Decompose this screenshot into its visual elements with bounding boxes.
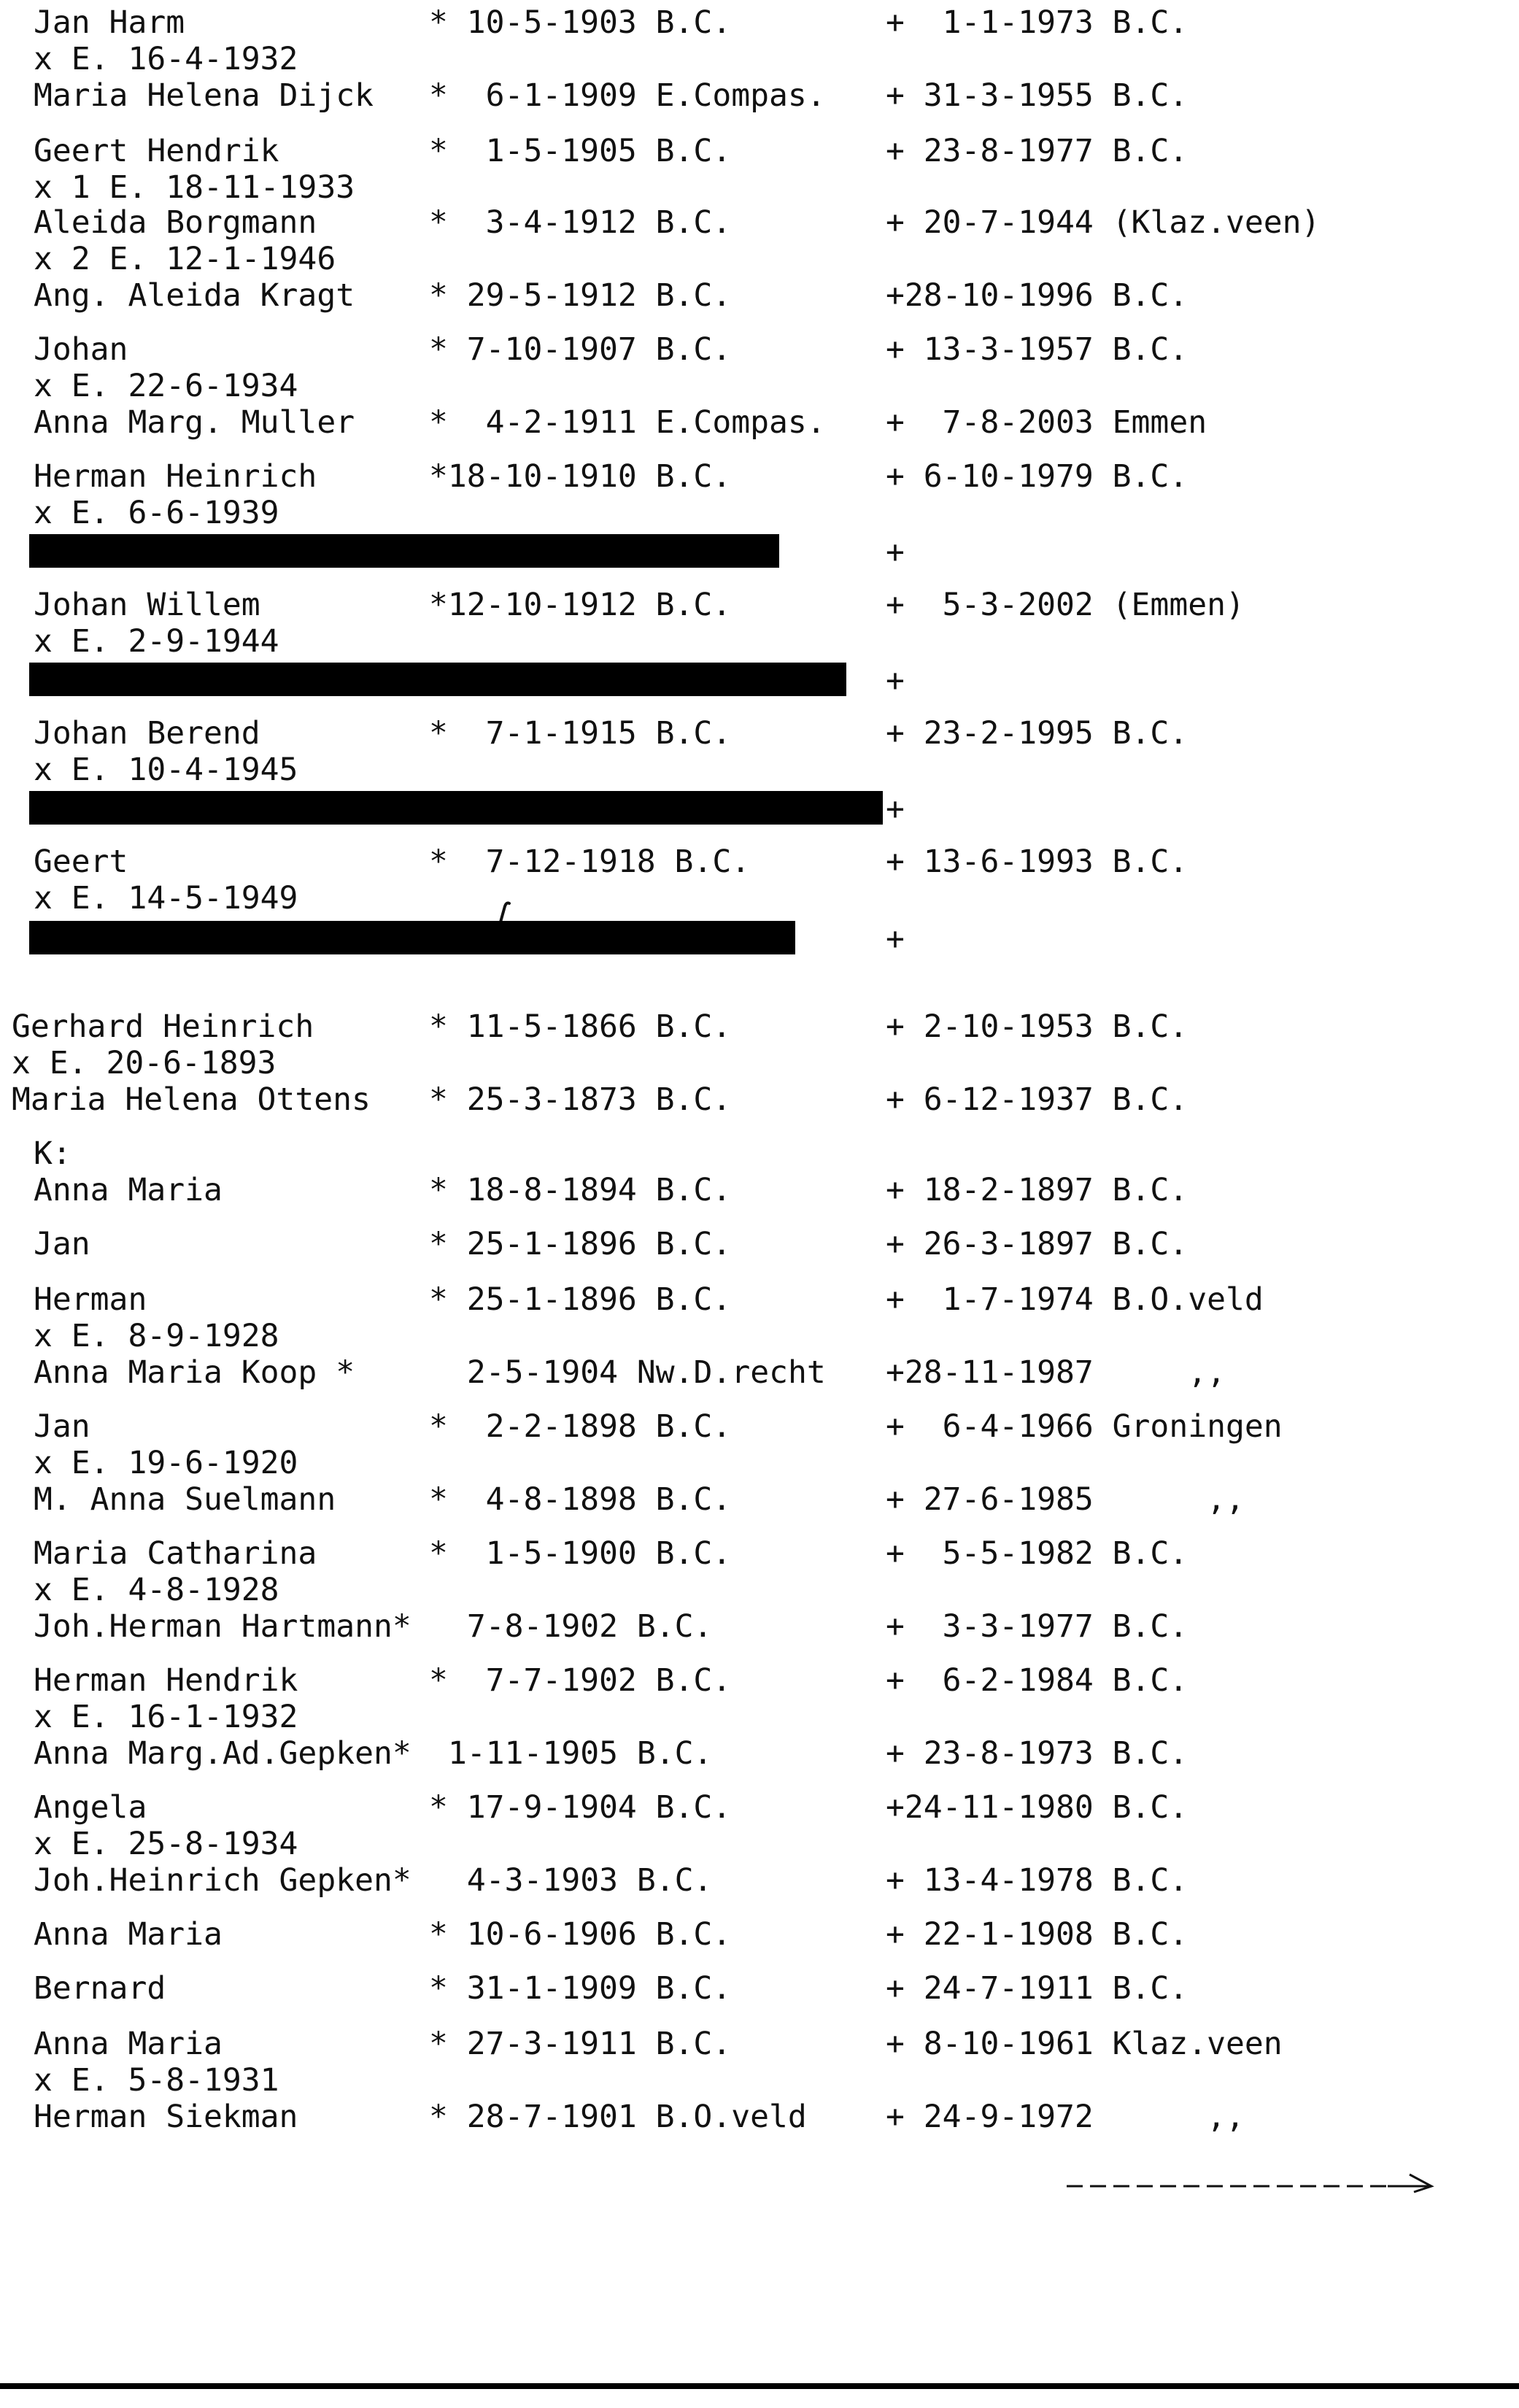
entry-birth-jan-1896: * 25-1-1896 B.C. [429,1226,732,1262]
marriage-line: x E. 10-4-1945 [34,752,298,788]
marriage-line: x E. 5-8-1931 [34,2062,279,2099]
marriage-line: x E. 2-9-1944 [34,623,279,660]
marriage-line: x E. 19-6-1920 [34,1445,298,1481]
entry-birth-jan-harm: * 10-5-1903 B.C. [429,4,732,41]
marriage-line: x E. 16-4-1932 [34,41,298,77]
entry-death-angela: +24-11-1980 B.C. [886,1789,1188,1826]
entry-birth-m-anna-suelmann: * 4-8-1898 B.C. [429,1481,732,1518]
entry-name-herman-1896: Herman [34,1281,147,1318]
entry-name-anna-marg-ad-gepken: Anna Marg.Ad.Gepken* [34,1735,411,1772]
entry-name-bernard: Bernard [34,1970,166,2007]
continuation-arrow-icon [1067,2160,1446,2204]
entry-name-anna-maria-1906: Anna Maria [34,1916,223,1953]
entry-name-jan-1896: Jan [34,1226,90,1262]
entry-name-joh-heinrich-gepken: Joh.Heinrich Gepken* [34,1862,411,1899]
entry-death-anna-maria-koop: +28-11-1987 ,, [886,1354,1226,1391]
entry-birth-gerhard-heinrich: * 11-5-1866 B.C. [429,1008,732,1045]
entry-death-geert-hendrik: + 23-8-1977 B.C. [886,133,1188,169]
entry-death-herman-siekman: + 24-9-1972 ,, [886,2099,1245,2135]
entry-name-geert-hendrik: Geert Hendrik [34,133,279,169]
entry-birth-anna-maria-koop: 2-5-1904 Nw.D.recht [448,1354,826,1391]
entry-name-gerhard-heinrich: Gerhard Heinrich [12,1008,314,1045]
entry-death-maria-helena-ottens: + 6-12-1937 B.C. [886,1081,1188,1118]
marriage-line: x E. 6-6-1939 [34,495,279,531]
bottom-rule [0,2383,1519,2389]
entry-name-herman-hendrik: Herman Hendrik [34,1662,298,1699]
entry-birth-johan-berend: * 7-1-1915 B.C. [429,715,732,752]
entry-birth-joh-heinrich-gepken: 4-3-1903 B.C. [448,1862,713,1899]
children-label: K: [34,1135,71,1172]
redaction-bar [29,921,795,954]
entry-name-jan-1898: Jan [34,1408,90,1445]
redaction-bar [29,791,883,825]
entry-birth-maria-catharina: * 1-5-1900 B.C. [429,1535,732,1572]
entry-death-anna-marg-muller: + 7-8-2003 Emmen [886,404,1207,441]
marriage-line: x E. 16-1-1932 [34,1699,298,1735]
marriage-line: x 2 E. 12-1-1946 [34,241,336,277]
entry-death-redacted: + [886,663,905,699]
entry-name-herman-heinrich: Herman Heinrich [34,458,317,495]
entry-name-m-anna-suelmann: M. Anna Suelmann [34,1481,336,1518]
entry-death-jan-1896: + 26-3-1897 B.C. [886,1226,1188,1262]
entry-birth-anna-marg-ad-gepken: 1-11-1905 B.C. [448,1735,713,1772]
marriage-line: x E. 25-8-1934 [34,1826,298,1862]
entry-death-redacted: + [886,791,905,827]
entry-name-anna-maria-koop: Anna Maria Koop * [34,1354,355,1391]
entry-birth-aleida-borgmann: * 3-4-1912 B.C. [429,204,732,241]
redaction-bar [29,663,846,696]
entry-birth-jan-1898: * 2-2-1898 B.C. [429,1408,732,1445]
entry-birth-geert: * 7-12-1918 B.C. [429,844,751,880]
entry-death-johan-berend: + 23-2-1995 B.C. [886,715,1188,752]
entry-death-aleida-borgmann: + 20-7-1944 (Klaz.veen) [886,204,1321,241]
marriage-line: x E. 20-6-1893 [12,1045,277,1081]
entry-death-herman-hendrik: + 6-2-1984 B.C. [886,1662,1188,1699]
entry-death-johan-willem: + 5-3-2002 (Emmen) [886,587,1245,623]
entry-death-maria-helena-dijck: + 31-3-1955 B.C. [886,77,1188,114]
marriage-line: x E. 14-5-1949 [34,880,298,916]
entry-birth-ang-aleida-kragt: * 29-5-1912 B.C. [429,277,732,314]
entry-birth-johan: * 7-10-1907 B.C. [429,331,732,368]
entry-birth-joh-herman-hartmann: 7-8-1902 B.C. [448,1608,713,1645]
entry-death-joh-heinrich-gepken: + 13-4-1978 B.C. [886,1862,1188,1899]
entry-name-maria-helena-ottens: Maria Helena Ottens [12,1081,371,1118]
entry-birth-geert-hendrik: * 1-5-1905 B.C. [429,133,732,169]
entry-death-anna-maria-1911: + 8-10-1961 Klaz.veen [886,2026,1283,2062]
entry-death-redacted: + [886,534,905,571]
entry-death-joh-herman-hartmann: + 3-3-1977 B.C. [886,1608,1188,1645]
entry-birth-maria-helena-dijck: * 6-1-1909 E.Compas. [429,77,826,114]
marriage-line: x 1 E. 18-11-1933 [34,169,355,206]
entry-birth-herman-1896: * 25-1-1896 B.C. [429,1281,732,1318]
entry-birth-maria-helena-ottens: * 25-3-1873 B.C. [429,1081,732,1118]
entry-birth-herman-siekman: * 28-7-1901 B.O.veld [429,2099,807,2135]
entry-name-anna-maria-1911: Anna Maria [34,2026,223,2062]
entry-birth-bernard: * 31-1-1909 B.C. [429,1970,732,2007]
entry-death-anna-marg-ad-gepken: + 23-8-1973 B.C. [886,1735,1188,1772]
entry-name-johan-berend: Johan Berend [34,715,260,752]
entry-name-joh-herman-hartmann: Joh.Herman Hartmann* [34,1608,411,1645]
entry-name-johan: Johan [34,331,128,368]
entry-death-maria-catharina: + 5-5-1982 B.C. [886,1535,1188,1572]
entry-name-anna-maria-1894: Anna Maria [34,1172,223,1208]
entry-death-anna-maria-1894: + 18-2-1897 B.C. [886,1172,1188,1208]
entry-birth-anna-maria-1906: * 10-6-1906 B.C. [429,1916,732,1953]
entry-death-geert: + 13-6-1993 B.C. [886,844,1188,880]
entry-name-johan-willem: Johan Willem [34,587,260,623]
marriage-line: x E. 22-6-1934 [34,368,298,404]
entry-name-anna-marg-muller: Anna Marg. Muller [34,404,355,441]
entry-birth-anna-maria-1911: * 27-3-1911 B.C. [429,2026,732,2062]
entry-birth-herman-heinrich: *18-10-1910 B.C. [429,458,732,495]
entry-death-herman-1896: + 1-7-1974 B.O.veld [886,1281,1264,1318]
marriage-line: x E. 4-8-1928 [34,1572,279,1608]
entry-name-herman-siekman: Herman Siekman [34,2099,298,2135]
entry-name-jan-harm: Jan Harm [34,4,185,41]
marriage-line: x E. 8-9-1928 [34,1318,279,1354]
redaction-bar [29,534,779,568]
entry-birth-anna-marg-muller: * 4-2-1911 E.Compas. [429,404,826,441]
entry-death-redacted: + [886,921,905,957]
entry-birth-johan-willem: *12-10-1912 B.C. [429,587,732,623]
entry-death-anna-maria-1906: + 22-1-1908 B.C. [886,1916,1188,1953]
entry-name-aleida-borgmann: Aleida Borgmann [34,204,317,241]
entry-death-herman-heinrich: + 6-10-1979 B.C. [886,458,1188,495]
entry-name-maria-catharina: Maria Catharina [34,1535,317,1572]
entry-death-ang-aleida-kragt: +28-10-1996 B.C. [886,277,1188,314]
entry-name-geert: Geert [34,844,128,880]
entry-name-ang-aleida-kragt: Ang. Aleida Kragt [34,277,355,314]
entry-birth-anna-maria-1894: * 18-8-1894 B.C. [429,1172,732,1208]
entry-death-gerhard-heinrich: + 2-10-1953 B.C. [886,1008,1188,1045]
entry-name-angela: Angela [34,1789,147,1826]
entry-death-johan: + 13-3-1957 B.C. [886,331,1188,368]
entry-death-bernard: + 24-7-1911 B.C. [886,1970,1188,2007]
entry-name-maria-helena-dijck: Maria Helena Dijck [34,77,374,114]
entry-birth-herman-hendrik: * 7-7-1902 B.C. [429,1662,732,1699]
entry-death-jan-1898: + 6-4-1966 Groningen [886,1408,1283,1445]
entry-birth-angela: * 17-9-1904 B.C. [429,1789,732,1826]
entry-death-jan-harm: + 1-1-1973 B.C. [886,4,1188,41]
entry-death-m-anna-suelmann: + 27-6-1985 ,, [886,1481,1245,1518]
